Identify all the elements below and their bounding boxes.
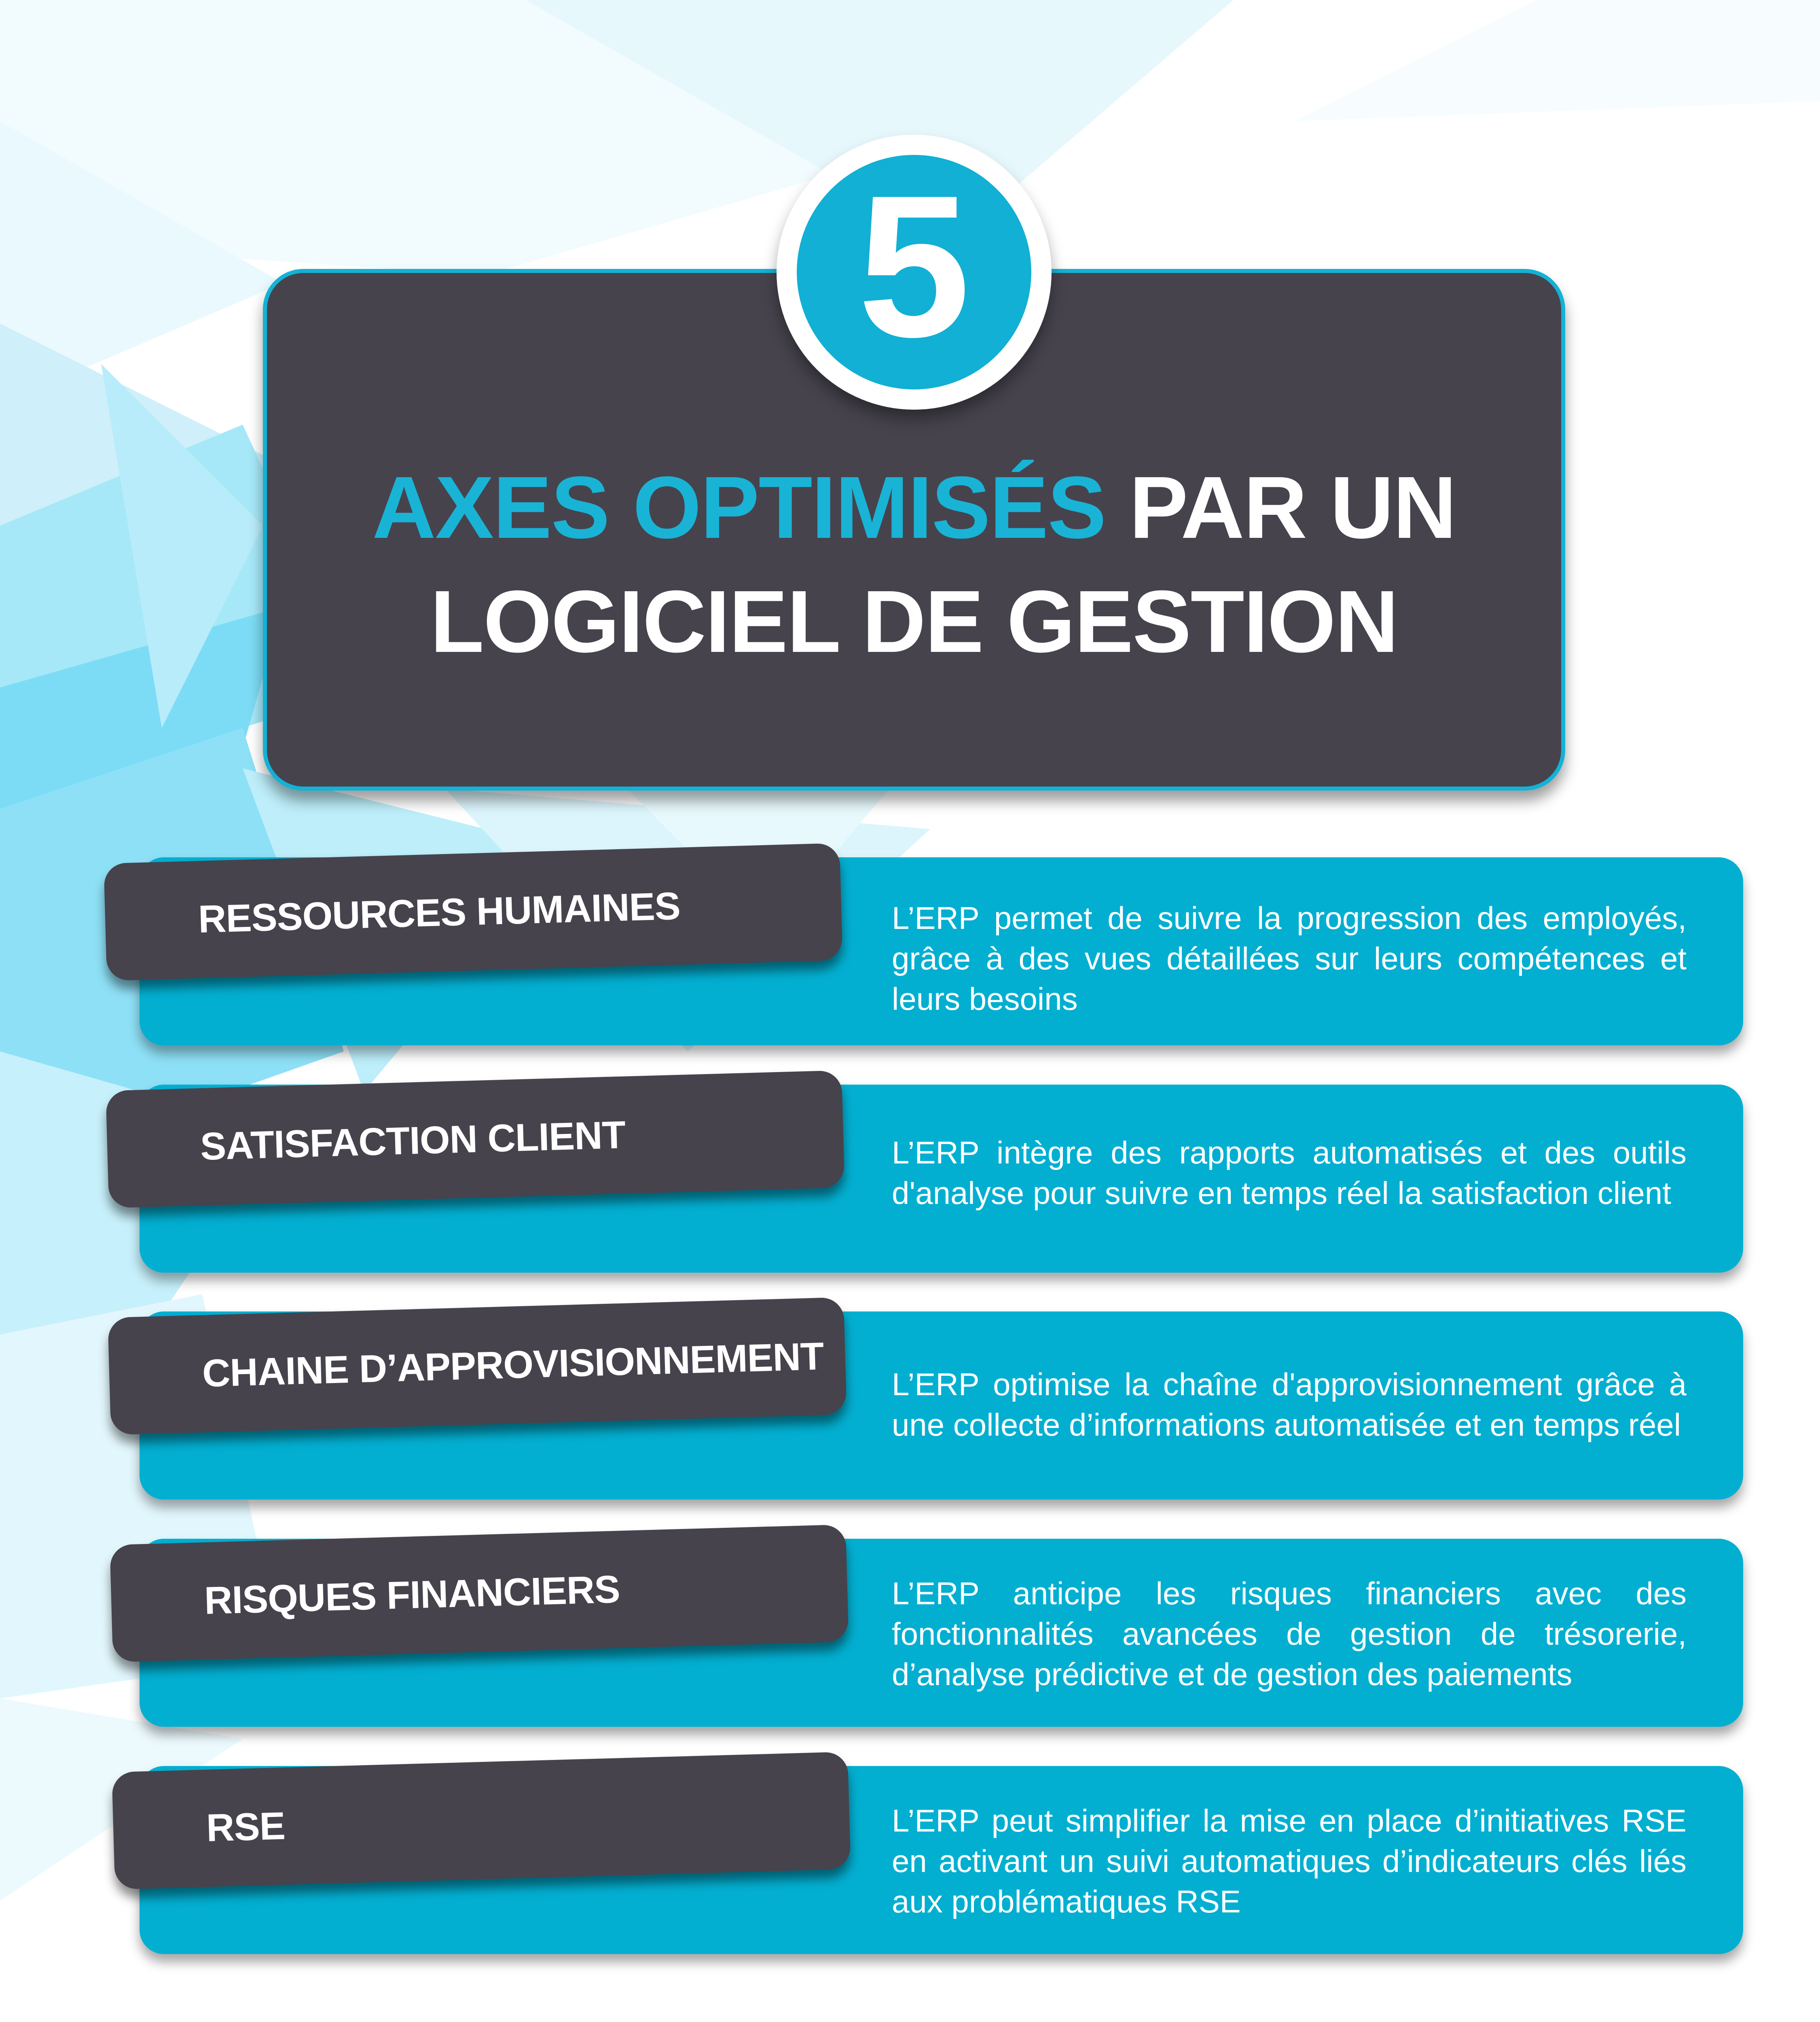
number-badge bbox=[777, 135, 1052, 410]
page-title bbox=[263, 451, 1565, 679]
axis-description: L’ERP optimise la chaîne d'approvisionnement grâce à une collecte d’informations automatisée et en temps réel bbox=[892, 1366, 1687, 1442]
axis-label: RSE bbox=[205, 1804, 286, 1850]
axis-label: CHAINE D’APPROVISIONNEMENT bbox=[201, 1335, 824, 1395]
axis-description: L’ERP anticipe les risques financiers avec des fonctionnalités avancées de gestion de trésorerie, d’analyse prédictive et de gestion des paiements bbox=[892, 1576, 1687, 1692]
title-accent: AXES OPTIMISÉS bbox=[372, 459, 1106, 557]
axis-label: SATISFACTION CLIENT bbox=[199, 1113, 626, 1168]
axis-label: RESSOURCES HUMAINES bbox=[197, 884, 681, 941]
axis-label-tab bbox=[106, 1070, 844, 1208]
axis-label-tab bbox=[110, 1525, 849, 1662]
title-line-1 bbox=[263, 451, 1565, 565]
axis-description: L’ERP peut simplifier la mise en place d’initiatives RSE en activant un suivi automatiques d’indicateurs clés liés aux problématiques RSE bbox=[892, 1803, 1687, 1919]
axis-row bbox=[0, 1081, 1820, 1283]
axis-row bbox=[0, 1762, 1820, 1964]
axis-label: RISQUES FINANCIERS bbox=[203, 1567, 620, 1622]
axis-label-tab bbox=[108, 1297, 847, 1435]
axis-row bbox=[0, 1535, 1820, 1737]
badge-number: 5 bbox=[857, 153, 971, 379]
axis-label-tab bbox=[112, 1752, 851, 1890]
axis-row bbox=[0, 853, 1820, 1055]
axis-description: L’ERP permet de suivre la progression des employés, grâce à des vues détaillées sur leurs compétences et leurs besoins bbox=[892, 900, 1687, 1017]
number-badge-circle bbox=[797, 155, 1031, 389]
title-line-2: LOGICIEL DE GESTION bbox=[430, 573, 1398, 671]
axis-description: L’ERP intègre des rapports automatisés et des outils d'analyse pour suivre en temps réel la satisfaction client bbox=[892, 1135, 1687, 1211]
axis-label-tab bbox=[104, 843, 842, 981]
title-line-1-rest: PAR UN bbox=[1105, 459, 1456, 557]
axis-row bbox=[0, 1307, 1820, 1510]
